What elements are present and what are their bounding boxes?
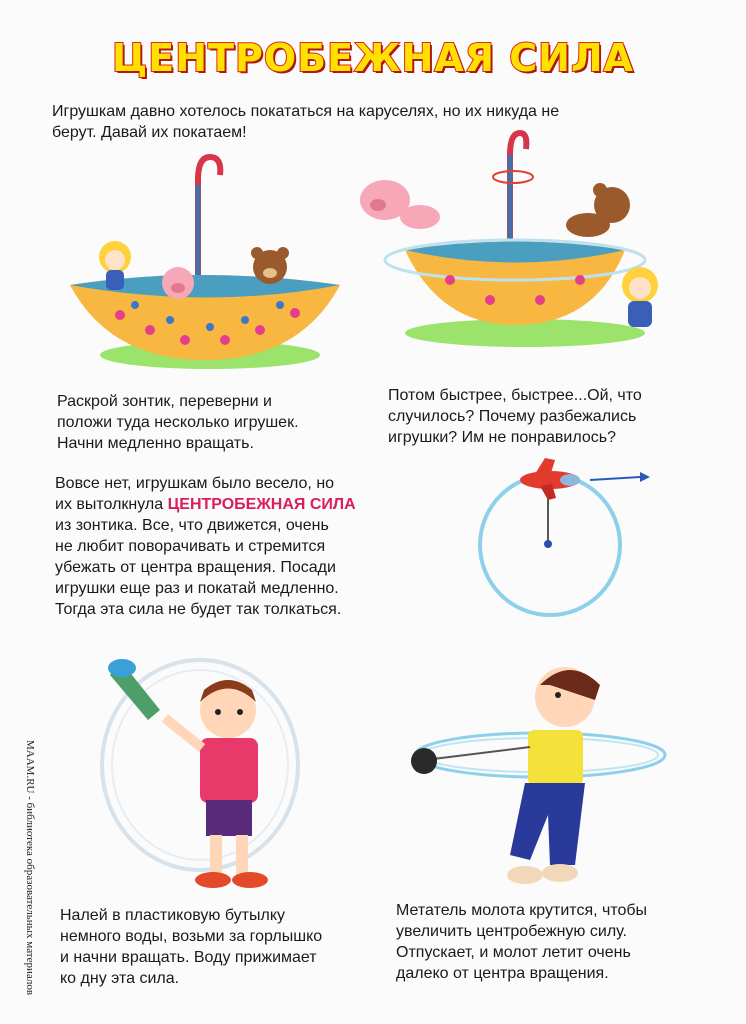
intro-text: Игрушкам давно хотелось покататься на каруселях, но их никуда не берут. Давай их покатаем! <box>52 103 560 141</box>
bottle-text: Налей в пластиковую бутылку немного воды, возьми за горлышко и начни вращать. Воду прижимает ко дну эта сила. <box>60 907 323 987</box>
hammer-text: Метатель молота крутится, чтобы увеличить центробежную силу. Отпускает, и молот летит очень далеко от центра вращения. <box>396 902 648 982</box>
umbrella-still-illustration <box>60 145 350 375</box>
explanation-text <box>55 473 415 620</box>
explanation-part2: из зонтика. Все, что движется, очень не любит поворачивать и стремится убежать от центра вращения. Посади игрушки еще раз и покатай медленно. Тогда эта сила не будет так толкаться. <box>55 517 342 618</box>
explanation-part1: Вовсе нет, игрушкам было весело, но их вытолкнула <box>55 475 335 513</box>
airplane-circle-diagram <box>470 450 670 625</box>
hammer-thrower-illustration <box>410 655 680 900</box>
boy-bottle-illustration <box>100 630 310 900</box>
umbrella-spinning-illustration <box>350 125 680 360</box>
centrifugal-force-highlight: ЦЕНТРОБЕЖНАЯ СИЛА <box>167 496 356 513</box>
side-caption: MAAM.RU - библиотека образовательных материалов <box>24 740 36 996</box>
page-title: ЦЕНТРОБЕЖНАЯ СИЛА <box>112 36 634 80</box>
step2-text: Потом быстрее, быстрее...Ой, что случилось? Почему разбежались игрушки? Им не понравилось? <box>388 387 642 446</box>
step1-text: Раскрой зонтик, переверни и положи туда несколько игрушек. Начни медленно вращать. <box>57 393 299 452</box>
